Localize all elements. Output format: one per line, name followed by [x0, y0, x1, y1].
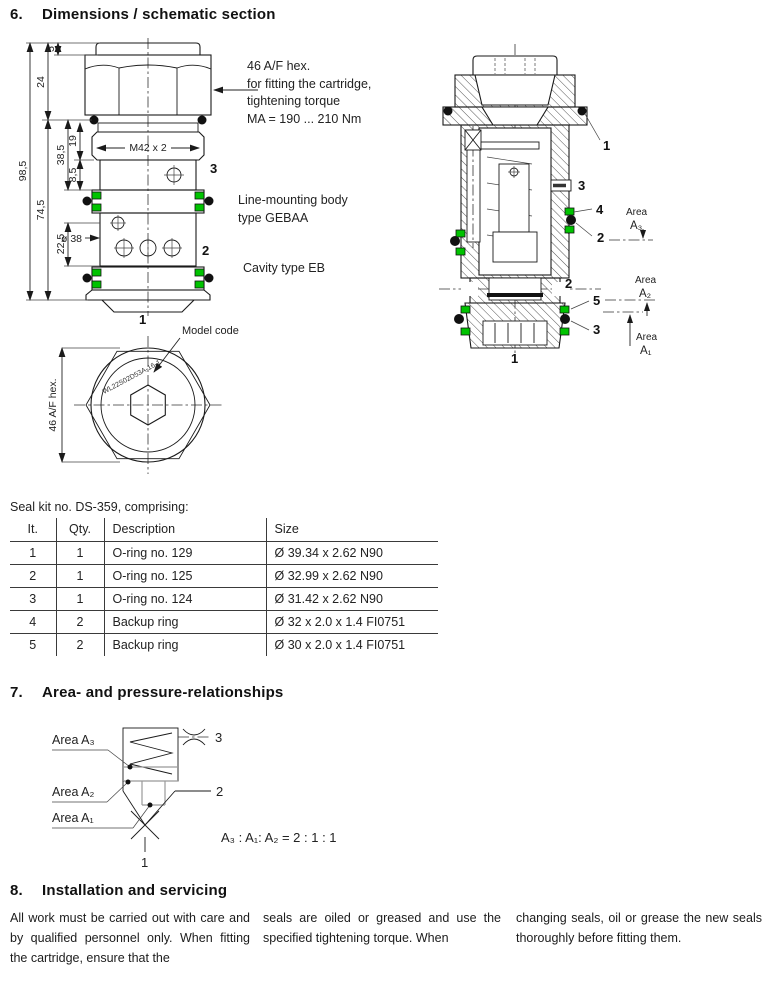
- cell-qty: 1: [56, 564, 104, 587]
- area-a3-word: Area: [626, 207, 648, 218]
- cell-description: Backup ring: [104, 633, 266, 656]
- table-header-row: [10, 518, 438, 541]
- dim-8-5: 8,5: [67, 167, 79, 183]
- installation-column-2: seals are oiled or greased and use the specified tightening torque. When: [263, 911, 501, 945]
- section-label-5: 5: [593, 293, 601, 308]
- cell-size: Ø 31.42 x 2.62 N90: [274, 591, 383, 606]
- seal-kit-table: [10, 518, 438, 656]
- section-6-number: 6.: [10, 6, 23, 23]
- cell-size: Ø 32.99 x 2.62 N90: [274, 568, 383, 583]
- body-note-line2: type GEBAA: [238, 210, 309, 225]
- cell-it: 3: [10, 587, 56, 610]
- area-a2-annotation: [603, 275, 657, 316]
- area-a1-annotation: [630, 315, 658, 357]
- section-8-heading: [10, 882, 227, 899]
- cell-it: 2: [10, 564, 56, 587]
- section-label-2-port: 2: [565, 276, 573, 291]
- installation-column-3: changing seals, oil or grease the new seals thoroughly before fitting them.: [516, 911, 762, 945]
- front-port-3-label: 3: [210, 161, 218, 176]
- section-label-4: 4: [596, 202, 604, 217]
- hex-note-line4: MA = 190 ... 210 Nm: [247, 111, 362, 126]
- cell-qty: 2: [56, 633, 104, 656]
- cell-description: O-ring no. 129: [104, 541, 266, 564]
- area-a2-label: Area A₂: [52, 785, 95, 799]
- cell-size: Ø 32 x 2.0 x 1.4 FI0751: [274, 614, 406, 629]
- body-note-line1: Line-mounting body: [238, 193, 348, 207]
- area-a3-label: Area A₃: [52, 733, 95, 747]
- cell-description: Backup ring: [104, 610, 266, 633]
- section-7-title: Area- and pressure-relationships: [42, 684, 284, 701]
- symbol-port-3: 3: [215, 730, 223, 745]
- section-label-2-oring: 2: [597, 230, 605, 245]
- area-a2-word: Area: [635, 275, 657, 286]
- section-label-3-orifice: 3: [578, 178, 586, 193]
- cartridge-front-view-drawing: [17, 38, 262, 340]
- section-6-title: Dimensions / schematic section: [42, 6, 276, 23]
- col-header-qty: Qty.: [56, 518, 104, 541]
- symbol-port-1: 1: [141, 855, 149, 870]
- bottom-view-outline: [74, 336, 222, 474]
- thread-label: M42 x 2: [129, 142, 167, 154]
- model-code-text: WL22S02D53A-16-1: [101, 359, 162, 396]
- area-a3-annotation: [609, 207, 653, 240]
- cell-it: 5: [10, 633, 56, 656]
- table-row: [10, 541, 438, 564]
- area-a1-word: Area: [636, 332, 658, 343]
- cavity-note: Cavity type EB: [243, 261, 325, 275]
- area-a3-sub: A₃: [630, 220, 643, 232]
- table-row: [10, 610, 438, 633]
- area-a2-sub: A₂: [639, 288, 652, 300]
- section-7-heading: [10, 684, 283, 701]
- section-6-heading: [10, 6, 276, 23]
- dim-24: 24: [35, 76, 47, 88]
- cell-it: 1: [10, 541, 56, 564]
- dim-38-5: 38,5: [55, 144, 67, 166]
- cartridge-bottom-view-drawing: [40, 320, 265, 492]
- section-7-number: 7.: [10, 684, 23, 701]
- dim-19: 19: [67, 135, 79, 147]
- hex-note-line2: for fitting the cartridge,: [247, 76, 372, 91]
- section-8-title: Installation and servicing: [42, 882, 228, 899]
- section-label-1-top: 1: [603, 138, 611, 153]
- body-note: [238, 192, 348, 227]
- dia38-label: ø 38: [60, 233, 82, 245]
- cell-size: Ø 39.34 x 2.62 N90: [274, 545, 383, 560]
- cartridge-section-view-drawing: [415, 38, 771, 372]
- front-port-2-label: 2: [202, 243, 210, 258]
- cell-description: O-ring no. 125: [104, 564, 266, 587]
- hex-note-line1: 46 A/F hex.: [247, 59, 311, 73]
- front-port-1-label: 1: [139, 312, 147, 327]
- hydraulic-symbol-diagram: [35, 710, 455, 875]
- cell-qty: 2: [56, 610, 104, 633]
- table-row: [10, 633, 438, 656]
- symbol-port-2: 2: [216, 784, 224, 799]
- area-ratio-formula: A₃ : A₁: A₂ = 2 : 1 : 1: [221, 830, 337, 845]
- area-a1-label: Area A₁: [52, 811, 94, 825]
- section-8-number: 8.: [10, 882, 23, 899]
- bottom-dim-label: 46 A/F hex.: [47, 378, 59, 432]
- cell-description: O-ring no. 124: [104, 587, 266, 610]
- cell-size: Ø 30 x 2.0 x 1.4 FI0751: [274, 637, 406, 652]
- hex-note-line3: tightening torque: [247, 94, 341, 108]
- dim-74-5: 74,5: [35, 199, 47, 221]
- installation-column-1: All work must be carried out with care and by qualified personnel only. When fitting the cartridge, ensure that the: [10, 911, 250, 965]
- dim-5: 5: [45, 46, 57, 52]
- model-code-label: Model code: [182, 325, 239, 337]
- seal-kit-intro: Seal kit no. DS-359, comprising:: [10, 500, 189, 514]
- col-header-description: Description: [104, 518, 266, 541]
- col-header-it: It.: [10, 518, 56, 541]
- cell-qty: 1: [56, 541, 104, 564]
- table-row: [10, 564, 438, 587]
- section-label-1-bottom: 1: [511, 351, 519, 366]
- col-header-size: Size: [274, 522, 299, 537]
- cell-qty: 1: [56, 587, 104, 610]
- section-label-3-oring: 3: [593, 322, 601, 337]
- hex-note: [247, 58, 371, 128]
- dim-22-5: 22,5: [55, 233, 67, 255]
- dim-98-5: 98,5: [17, 160, 29, 182]
- area-a1-sub: A₁: [640, 345, 652, 357]
- table-row: [10, 587, 438, 610]
- cell-it: 4: [10, 610, 56, 633]
- section-body: [443, 56, 587, 348]
